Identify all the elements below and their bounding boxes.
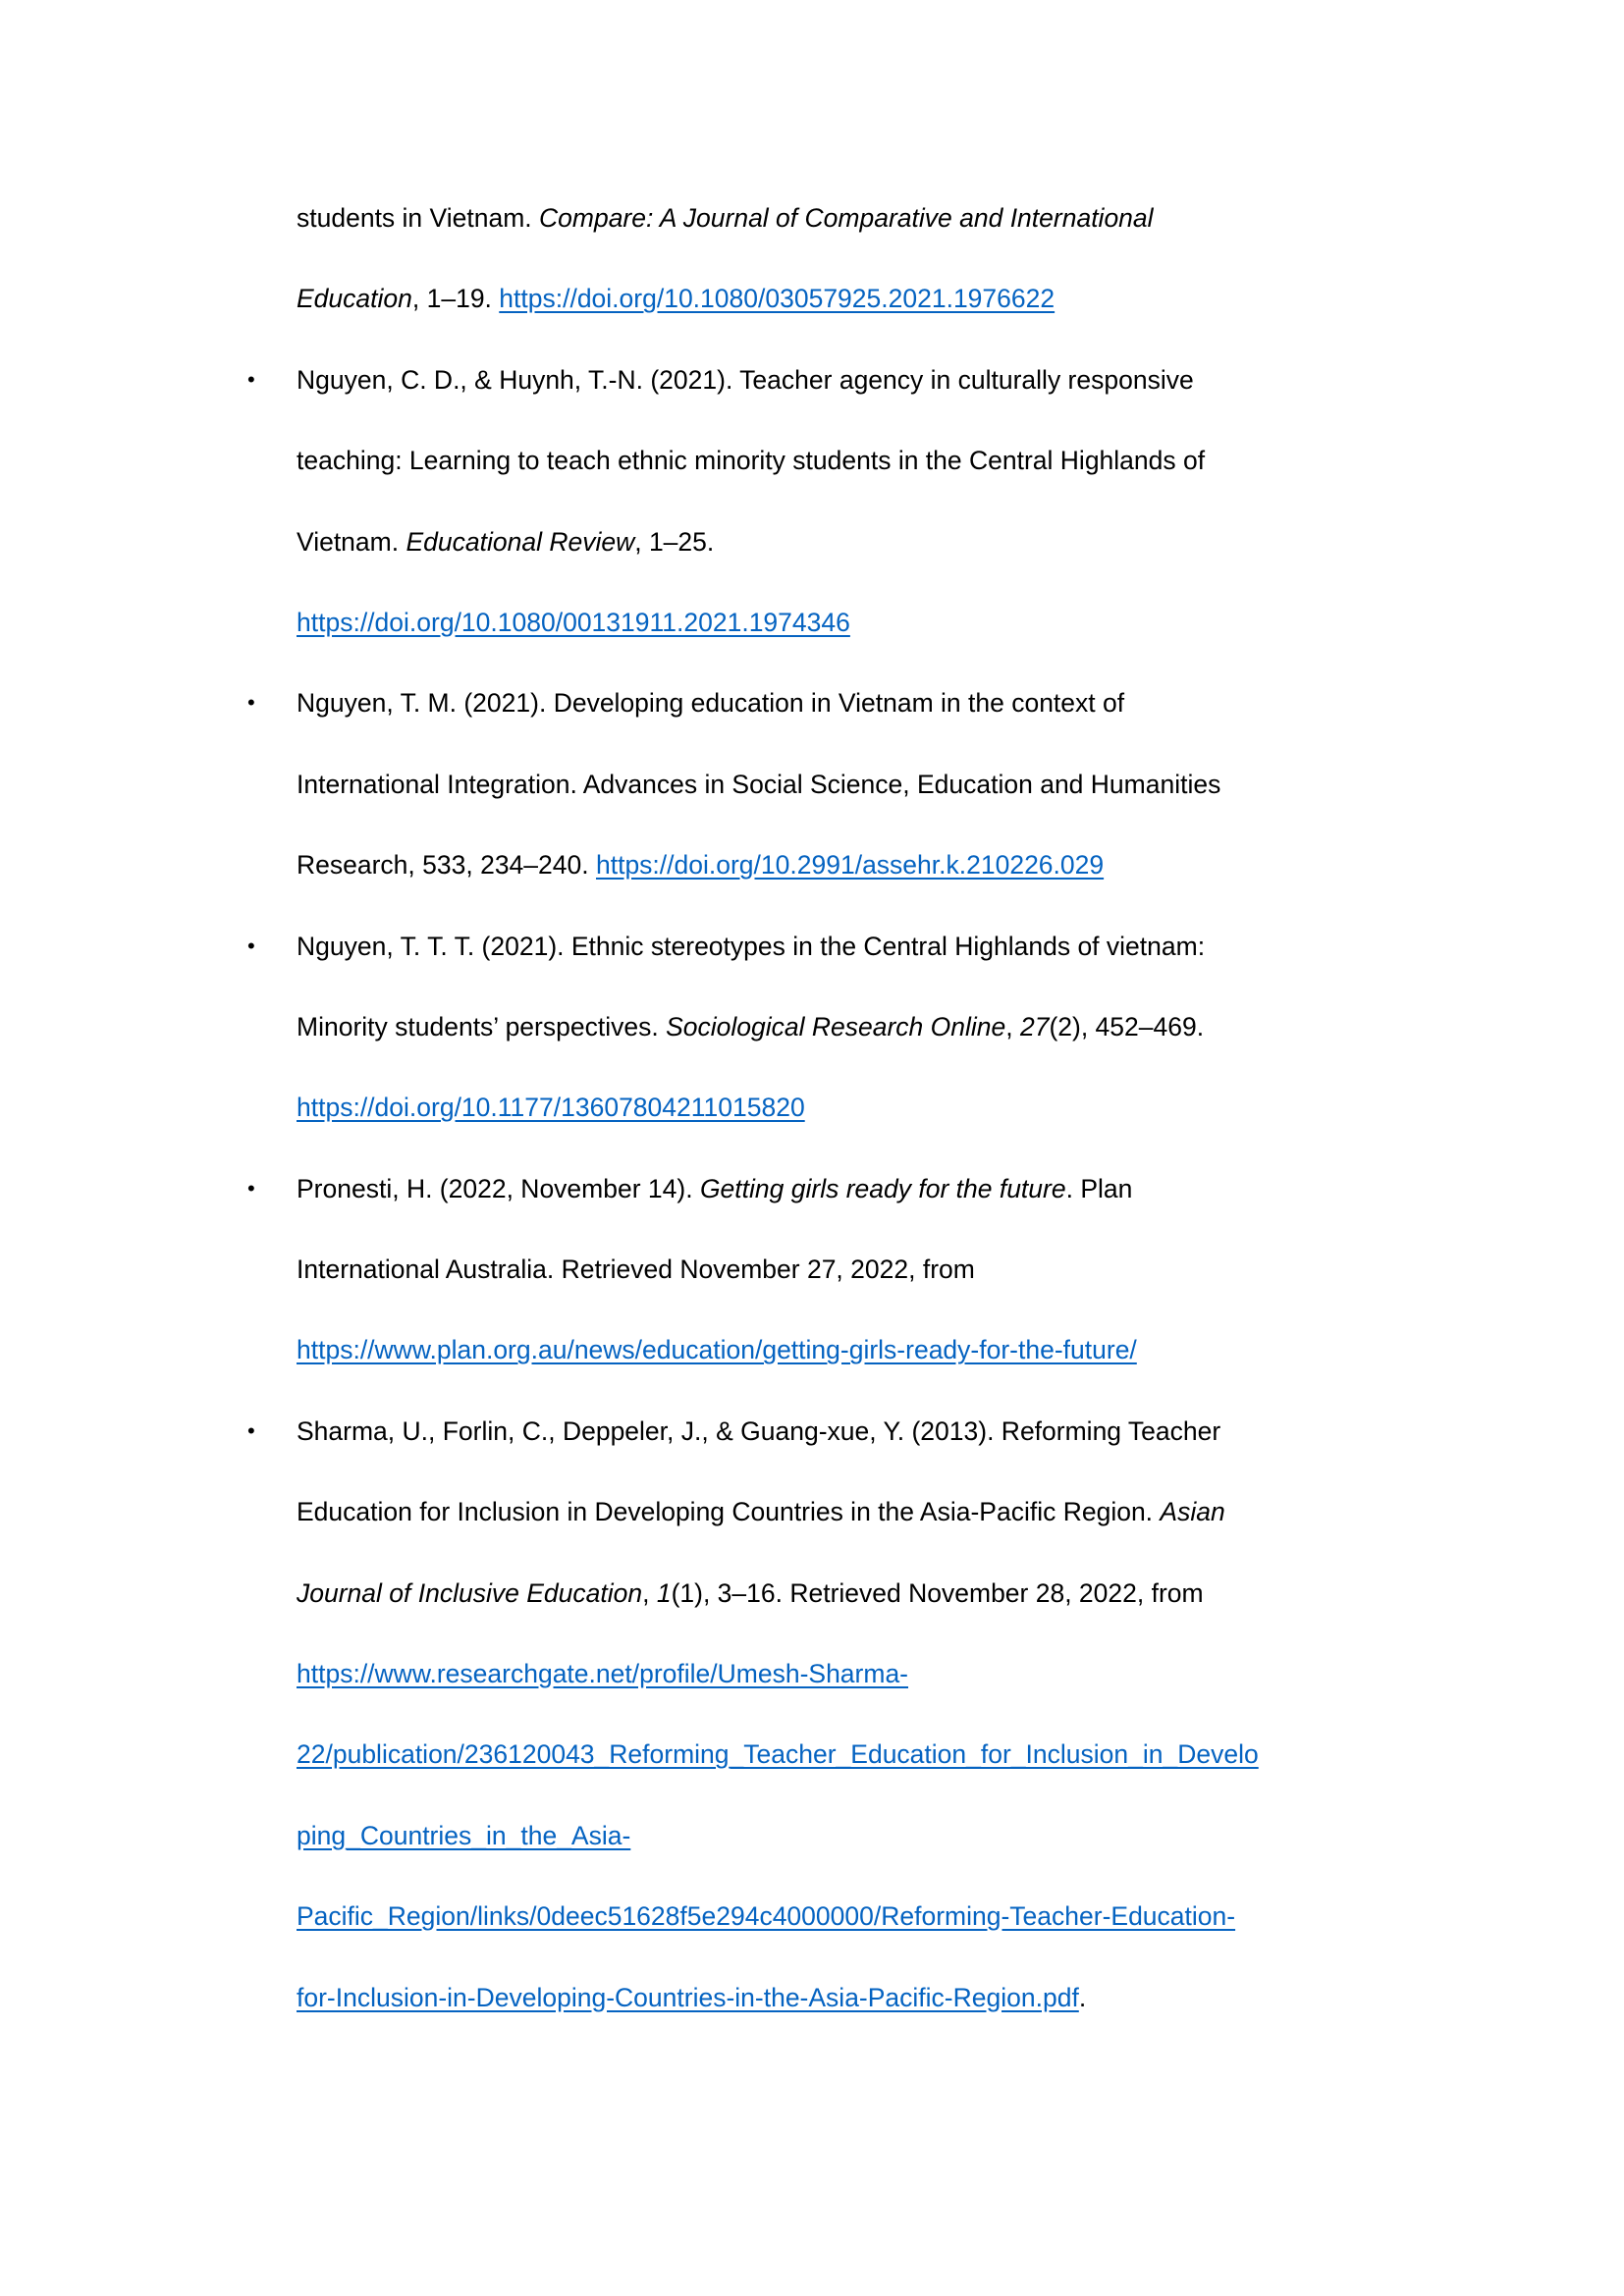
reference-line: [0, 1876, 1624, 1956]
reference-text: Pronesti, H. (2022, November 14).: [297, 1173, 700, 1203]
reference-text: . Plan: [1065, 1173, 1133, 1203]
reference-entry-first-line: [0, 340, 1624, 420]
reference-link[interactable]: https://doi.org/10.1080/00131911.2021.1974346: [297, 607, 850, 637]
reference-line: [0, 1795, 1624, 1876]
line-text: [297, 1983, 1086, 2012]
line-text: [297, 1416, 1220, 1446]
reference-text: International Integration. Advances in Social Science, Education and Humanities: [297, 769, 1221, 799]
italic-title-text: Sociological Research Online: [666, 1011, 1006, 1041]
line-text: [297, 1659, 908, 1688]
line-text: [297, 1578, 1204, 1608]
reference-text: Education for Inclusion in Developing Countries in the Asia-Pacific Region.: [297, 1497, 1161, 1527]
reference-line: [0, 1229, 1624, 1309]
reference-text: Minority students’ perspectives.: [297, 1011, 667, 1041]
italic-title-text: Getting girls ready for the future: [699, 1173, 1066, 1203]
reference-link[interactable]: https://doi.org/10.1177/13607804211015820: [297, 1093, 805, 1123]
line-text: [297, 527, 714, 557]
reference-line: [0, 1471, 1624, 1552]
line-text: [297, 1714, 1427, 1794]
reference-text: Sharma, U., Forlin, C., Deppeler, J., & Guang-xue, Y. (2013). Reforming Teacher: [297, 1415, 1221, 1446]
reference-text: ,: [1005, 1011, 1020, 1041]
italic-title-text: Journal of Inclusive Education: [297, 1577, 643, 1608]
reference-line: [0, 1633, 1624, 1714]
italic-title-text: Asian: [1160, 1497, 1225, 1527]
line-text: [297, 284, 1055, 313]
reference-text: (1), 3–16. Retrieved November 28, 2022, from: [671, 1577, 1204, 1608]
reference-link[interactable]: for-Inclusion-in-Developing-Countries-in-the-Asia-Pacific-Region.pdf: [297, 1982, 1079, 2012]
reference-entry-first-line: [0, 1391, 1624, 1471]
reference-text: Research, 533, 234–240.: [297, 850, 596, 881]
reference-line: [0, 825, 1624, 905]
reference-link[interactable]: Pacific_Region/links/0deec51628f5e294c4000000/Reforming-Teacher-Education-: [297, 1901, 1236, 1932]
line-text: [297, 1093, 805, 1122]
reference-text: International Australia. Retrieved November 27, 2022, from: [297, 1255, 975, 1285]
line-text: [297, 1335, 1137, 1364]
reference-link[interactable]: https://doi.org/10.1080/03057925.2021.1976622: [499, 284, 1056, 314]
reference-text: teaching: Learning to teach ethnic minority students in the Central Highlands of: [297, 446, 1206, 476]
bullet-icon: •: [247, 366, 255, 392]
bullet-icon: •: [247, 933, 255, 958]
line-text: [297, 1497, 1225, 1526]
line-text: [297, 1174, 1132, 1203]
reference-text: , 1–19.: [411, 284, 500, 314]
italic-title-text: Educational Review: [406, 526, 635, 557]
reference-link[interactable]: https://www.plan.org.au/news/education/getting-girls-ready-for-the-future/: [297, 1335, 1137, 1365]
bullet-icon: •: [247, 690, 255, 716]
reference-text: students in Vietnam.: [297, 203, 539, 233]
reference-text: .: [1078, 1982, 1087, 2012]
line-text: [297, 1255, 975, 1284]
reference-entry-first-line: [0, 906, 1624, 987]
line-text: [297, 850, 1104, 880]
reference-text: (2), 452–469.: [1049, 1011, 1205, 1041]
reference-line: [0, 420, 1624, 501]
italic-title-text: Education: [297, 284, 412, 314]
italic-title-text: 1: [656, 1577, 672, 1608]
reference-line: [0, 987, 1624, 1067]
line-text: [297, 446, 1205, 475]
reference-list: [0, 178, 1624, 2038]
line-text: [297, 203, 1154, 233]
line-text: [297, 608, 850, 637]
reference-text: ,: [642, 1577, 657, 1608]
line-text: [297, 932, 1205, 961]
reference-line: [0, 1067, 1624, 1148]
reference-link[interactable]: ping_Countries_in_the_Asia-: [297, 1820, 631, 1850]
line-text: [297, 365, 1194, 395]
reference-entry-first-line: [0, 663, 1624, 743]
reference-link[interactable]: https://doi.org/10.2991/assehr.k.210226.029: [595, 850, 1105, 881]
reference-line: [0, 1553, 1624, 1633]
reference-text: Vietnam.: [297, 526, 406, 557]
bullet-icon: •: [247, 1175, 255, 1201]
reference-line: [0, 1309, 1624, 1390]
reference-line: [0, 744, 1624, 825]
reference-line: [0, 1714, 1624, 1794]
bullet-icon: •: [247, 1417, 255, 1443]
italic-title-text: Compare: A Journal of Comparative and International: [539, 203, 1154, 233]
reference-line: [0, 502, 1624, 582]
reference-entry-first-line: [0, 1148, 1624, 1229]
line-text: [297, 1012, 1204, 1041]
reference-text: , 1–25.: [634, 526, 715, 557]
reference-line: [0, 178, 1624, 258]
line-text: [297, 1901, 1235, 1931]
reference-text: Nguyen, C. D., & Huynh, T.-N. (2021). Teacher agency in culturally responsive: [297, 364, 1194, 395]
reference-line: [0, 582, 1624, 663]
line-text: [297, 1821, 630, 1850]
line-text: [297, 770, 1220, 799]
reference-text: Nguyen, T. M. (2021). Developing education in Vietnam in the context of: [297, 688, 1125, 719]
reference-line: [0, 1957, 1624, 2038]
reference-text: Nguyen, T. T. T. (2021). Ethnic stereotypes in the Central Highlands of vietnam:: [297, 931, 1206, 961]
reference-line: [0, 258, 1624, 339]
reference-link[interactable]: https://www.researchgate.net/profile/Umesh-Sharma-: [297, 1659, 909, 1689]
line-text: [297, 688, 1124, 718]
italic-title-text: 27: [1019, 1011, 1050, 1041]
reference-link[interactable]: 22/publication/236120043_Reforming_Teacher_Education_for_Inclusion_in_Develo: [297, 1739, 1259, 1770]
